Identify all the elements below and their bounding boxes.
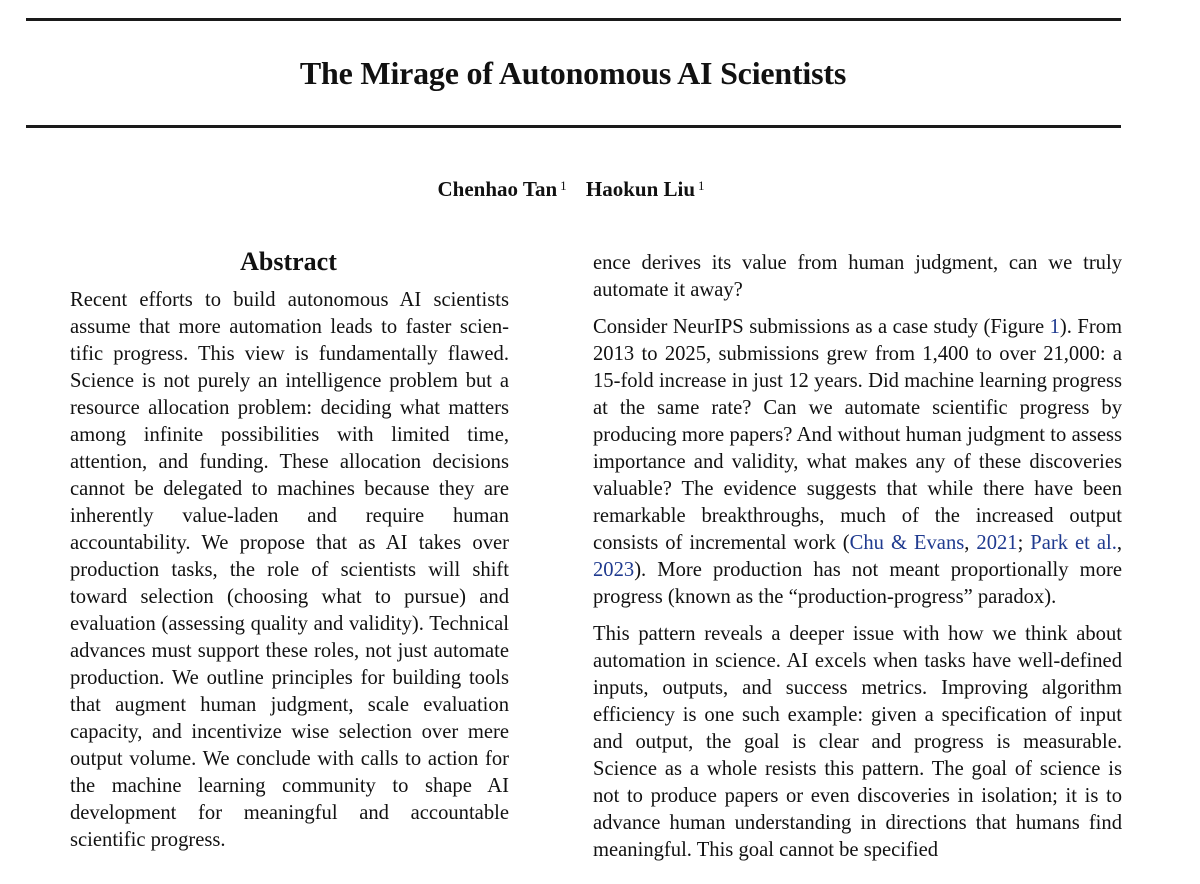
citation-park-year-link[interactable]: 2023 (593, 559, 635, 581)
author-list (0, 174, 1142, 204)
author-chenhao-tan (437, 174, 566, 204)
author-affiliation-mark: 1 (698, 178, 705, 193)
author-haokun-liu (586, 174, 705, 204)
abstract-column (70, 287, 509, 854)
title-top-rule (26, 18, 1121, 21)
title-bottom-rule (26, 125, 1121, 128)
body-column (593, 250, 1122, 864)
paper-title: The Mirage of Autonomous AI Scientists (299, 55, 847, 91)
citation-chu-evans-year-link[interactable]: 2021 (976, 532, 1018, 554)
author-name: Haokun Liu (585, 177, 696, 201)
paragraph-text: ). More production has not meant proportionally more progress (known as the “production-progress” paradox). (593, 559, 1122, 608)
body-paragraph-3: This pattern reveals a deeper issue with how we think about automation in science. AI excels when tasks have well-defined inputs, outputs, and success metrics. Improving algorithm efficiency is one such example: given a specification of input and output, the goal is clear and progress is measurable. Science as a whole resists this pattern. The goal of science is not to produce papers or even discoveries in isolation; it is to advance human understanding in directions that humans find meaningful. This goal cannot be specified (593, 623, 1122, 861)
abstract-text: Recent efforts to build autonomous AI scientists assume that more automation leads to faster scientific progress. This view is fundamentally flawed. Science is not purely an intelligence problem but a resource allocation problem: deciding what matters among infinite possibilities with limited time, attention, and funding. These allocation decisions cannot be delegated to machines because they are inherently value-laden and require human accountability. We propose that as AI takes over production tasks, the role of scientists will shift toward selection (choosing what to pursue) and evaluation (assessing quality and validity). Technical advances must support these roles, not just automate production. We outline principles for building tools that augment human judgment, scale evaluation capacity, and incentivize wise selection over mere output volume. We conclude with calls to action for the machine learning community to shape AI development for meaningful and accountable scientific progress. (70, 289, 509, 851)
figure-1-link[interactable]: 1 (1049, 316, 1060, 338)
abstract-heading: Abstract (240, 247, 337, 276)
body-paragraph-1: ence derives its value from human judgment, can we truly automate it away? (593, 252, 1122, 301)
author-name: Chenhao Tan (437, 177, 558, 201)
body-paragraph-2: Consider NeurIPS submissions as a case study (Figure 1). From 2013 to 2025, submissions grew from 1,400 to over 21,000: a 15-fold increase in just 12 years. Did machine learning progress at the same rate? Can we automate scientific progress by producing more papers? And without human judgment to assess importance and validity, what makes any of these discoveries valuable? The evidence suggests that while there have been remarkable breakthroughs, much of the increased output consists of incremental work (Chu & Evans, 2021; Park et al., 2023). More production has not meant proportionally more progress (known as the “production-progress” paradox). (593, 316, 1123, 608)
paragraph-text: ). From 2013 to 2025, submissions grew from 1,400 to over 21,000: a 15-fold increase in just 12 years. Did machine learning progress at the same rate? Can we automate scientific progress by producing more papers? And without human judgment to assess importance and validity, what makes any of these discoveries valuable? The evidence suggests that while there have been remarkable breakthroughs, much of the increased output consists of incremental work ( (593, 316, 1123, 554)
author-affiliation-mark: 1 (560, 178, 567, 193)
citation-park-author-link[interactable]: Park et al. (1030, 532, 1117, 554)
paragraph-text: Consider NeurIPS submissions as a case study (Figure (593, 316, 1050, 338)
citation-chu-evans-author-link[interactable]: Chu & Evans (849, 532, 965, 554)
